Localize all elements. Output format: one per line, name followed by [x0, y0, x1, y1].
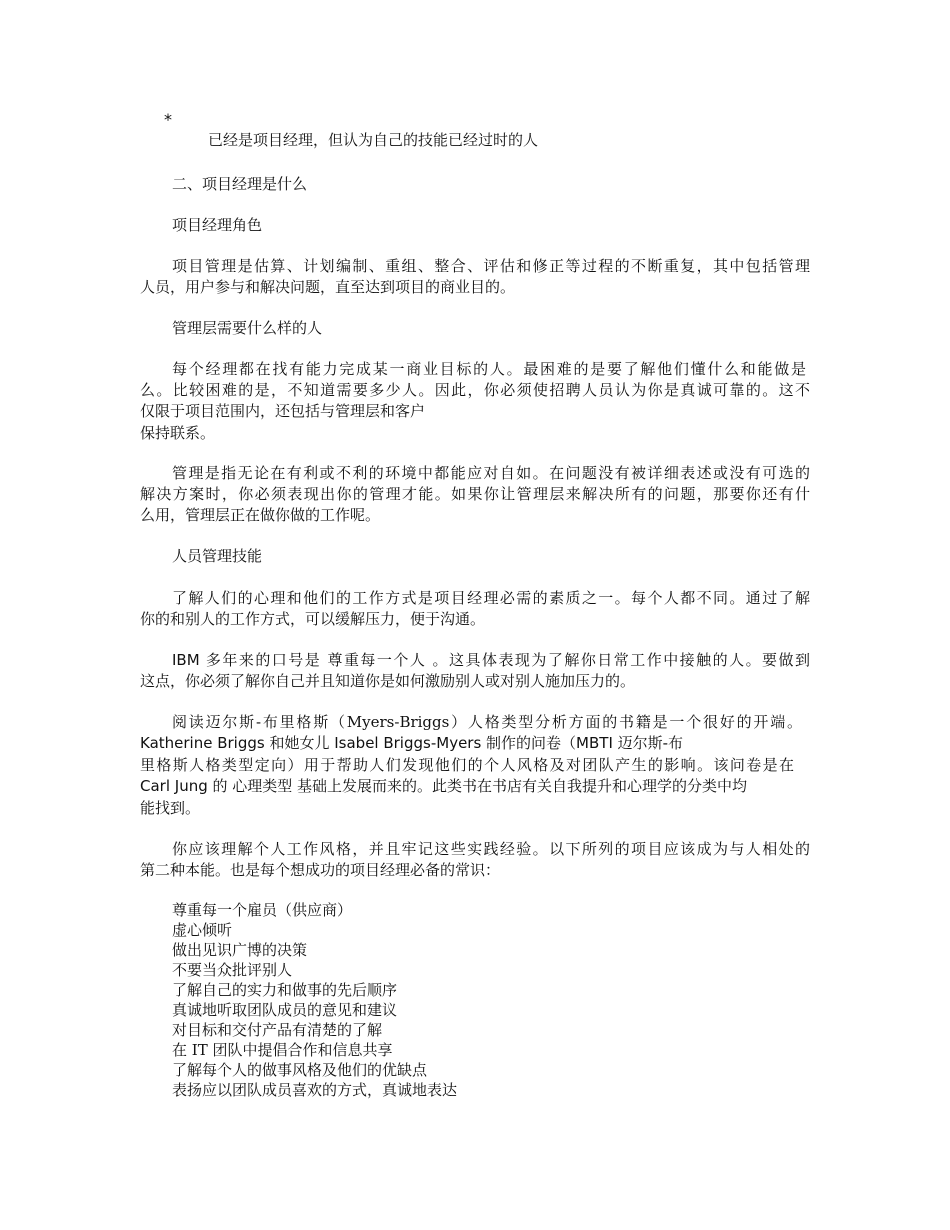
- list-item: 了解每个人的做事风格及他们的优缺点: [172, 1061, 428, 1079]
- bullet-mark: *: [164, 110, 172, 129]
- paragraph-line: 么用，管理层正在做你做的工作呢。: [140, 506, 381, 524]
- bullet-item: 已经是项目经理，但认为自己的技能已经过时的人: [208, 131, 539, 149]
- paragraph-line: 你应该理解个人工作风格，并且牢记这些实践经验。以下所列的项目应该成为与人相处的: [172, 840, 810, 858]
- list-item: 在 IT 团队中提倡合作和信息共享: [172, 1041, 393, 1059]
- paragraph-line: 第二种本能。也是每个想成功的项目经理必备的常识：: [140, 861, 501, 879]
- paragraph-line: 里格斯人格类型定向）用于帮助人们发现他们的个人风格及对团队产生的影响。该问卷是在: [140, 756, 794, 774]
- paragraph-line: 人员，用户参与和解决问题，直至达到项目的商业目的。: [140, 278, 516, 296]
- list-item: 虚心倾听: [172, 921, 233, 939]
- list-item: 了解自己的实力和做事的先后顺序: [172, 981, 398, 999]
- paragraph-line: 项目管理是估算、计划编制、重组、整合、评估和修正等过程的不断重复，其中包括管理: [172, 257, 810, 275]
- paragraph-line: 阅读迈尔斯-布里格斯（Myers-Briggs）人格类型分析方面的书籍是一个很好的开端。: [172, 713, 802, 731]
- paragraph-line: 保持联系。: [140, 424, 216, 442]
- role-heading: 项目经理角色: [172, 216, 263, 234]
- paragraph-line: IBM 多年来的口号是 尊重每一个人 。这具体表现为了解你日常工作中接触的人。要做到: [172, 651, 810, 669]
- paragraph-line: 这点，你必须了解你自己并且知道你是如何激励别人或对别人施加压力的。: [140, 672, 636, 690]
- paragraph-line: Carl Jung 的 心理类型 基础上发展而来的。此类书在书店有关自我提升和心理学的分类中均: [140, 777, 748, 795]
- mgmt-heading: 管理层需要什么样的人: [172, 319, 323, 337]
- skills-heading: 人员管理技能: [172, 547, 263, 565]
- list-item: 对目标和交付产品有清楚的了解: [172, 1021, 383, 1039]
- paragraph-line: 么。比较困难的是，不知道需要多少人。因此，你必须使招聘人员认为你是真诚可靠的。这不: [140, 381, 810, 399]
- list-item: 不要当众批评别人: [172, 961, 293, 979]
- paragraph-line: 了解人们的心理和他们的工作方式是项目经理必需的素质之一。每个人都不同。通过了解: [172, 589, 810, 607]
- paragraph-line: Katherine Briggs 和她女儿 Isabel Briggs-Myers 制作的问卷（MBTI 迈尔斯-布: [140, 734, 684, 752]
- list-item: 尊重每一个雇员（供应商）: [172, 901, 353, 919]
- paragraph-line: 每个经理都在找有能力完成某一商业目标的人。最困难的是要了解他们懂什么和能做是: [172, 360, 806, 378]
- list-item: 表扬应以团队成员喜欢的方式，真诚地表达: [172, 1081, 458, 1099]
- paragraph-line: 你的和别人的工作方式，可以缓解压力，便于沟通。: [140, 610, 486, 628]
- section-title: 二、项目经理是什么: [172, 175, 308, 193]
- list-item: 真诚地听取团队成员的意见和建议: [172, 1001, 398, 1019]
- paragraph-line: 管理是指无论在有利或不利的环境中都能应对自如。在问题没有被详细表述或没有可选的: [172, 464, 810, 482]
- list-item: 做出见识广博的决策: [172, 941, 308, 959]
- paragraph-line: 仅限于项目范围内，还包括与管理层和客户: [140, 402, 426, 420]
- paragraph-line: 解决方案时，你必须表现出你的管理才能。如果你让管理层来解决所有的问题，那要你还有什: [140, 485, 810, 503]
- paragraph-line: 能找到。: [140, 799, 201, 817]
